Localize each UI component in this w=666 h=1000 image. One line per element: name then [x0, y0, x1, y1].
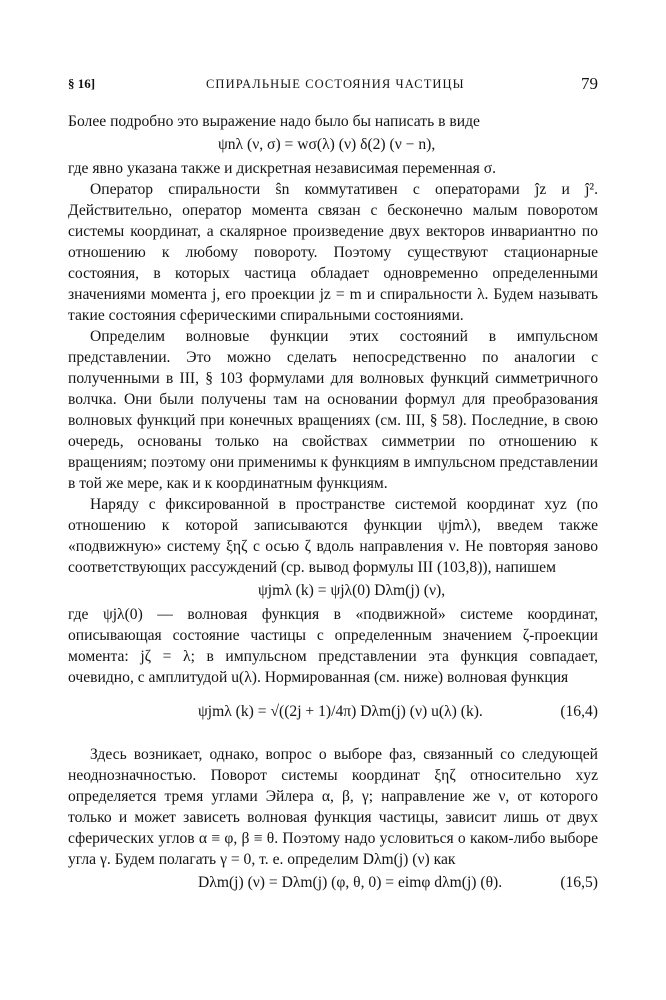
display-formula	[68, 692, 598, 730]
paragraph: Определим волновые функции этих состояний в импульсном представлении. Это можно сделать непосредственно по аналогии с полученными в III, § 103 формулами для волновых функций симметричного волчка. Они были получены там на основании формул для преобразования волновых функций при конечных вращениях (см. III, § 58). Последние, в свою очередь, основаны только на свойствах симметрии по отношению к вращениям; поэтому они применимы к функциям в импульсном представлении в той же мере, как и к координатным функциям.	[68, 328, 598, 492]
formula-expression: Dλm(j) (ν) = Dλm(j) (φ, θ, 0) = eimφ dλm(j) (θ).	[198, 874, 503, 891]
paragraph: Наряду с фиксированной в пространстве системой координат xyz (по отношению к которой записываются функции ψjmλ), введем также «подвижную» систему ξηζ с осью ζ вдоль направления ν. Не повторяя заново соответствующих рассуждений (ср. вывод формулы III (103,8)), напишем	[68, 496, 598, 576]
page-body	[68, 111, 598, 896]
running-title: СПИРАЛЬНЫЕ СОСТОЯНИЯ ЧАСТИЦЫ	[206, 77, 465, 91]
display-formula	[68, 133, 598, 157]
paragraph: Оператор спиральности ŝn коммутативен с операторами ĵz и ĵ². Действительно, оператор момента связан с бесконечно малым поворотом системы координат, а скалярное произведение двух векторов инвариантно по отношению к любому повороту. Поэтому существуют стационарные состояния, в которых частица обладает одновременно определенными значениями момента j, его проекции jz = m и спиральности λ. Будем называть такие состояния сферическими спиральными состояниями.	[68, 181, 598, 324]
page-header	[68, 74, 598, 96]
display-formula	[68, 871, 598, 895]
equation-number: (16,4)	[560, 703, 598, 720]
paragraph: где явно указана также и дискретная независимая переменная σ.	[68, 160, 497, 177]
formula-expression: ψnλ (ν, σ) = wσ(λ) (ν) δ(2) (ν − n),	[218, 136, 436, 153]
paragraph: Более подробно это выражение надо было бы написать в виде	[68, 113, 480, 130]
formula-expression: ψjmλ (k) = ψjλ(0) Dλm(j) (ν),	[258, 582, 446, 599]
section-reference: § 16]	[68, 76, 96, 91]
paragraph: Здесь возникает, однако, вопрос о выборе фаз, связанный со следующей неоднозначностью. Поворот системы координат ξηζ относительно xyz определяется тремя углами Эйлера α, β, γ; направление же ν, от которого только и может зависеть волновая функция частицы, зависит лишь от двух сферических углов α ≡ φ, β ≡ θ. Поэтому надо условиться о каком-либо выборе угла γ. Будем полагать γ = 0, т. е. определим Dλm(j) (ν) как	[68, 746, 598, 868]
page-number: 79	[581, 74, 598, 93]
equation-number: (16,5)	[560, 874, 598, 891]
display-formula	[68, 579, 598, 603]
formula-expression: ψjmλ (k) = √((2j + 1)/4π) Dλm(j) (ν) u(λ) (k).	[198, 703, 483, 720]
paragraph: где ψjλ(0) — волновая функция в «подвижной» системе координат, описывающая состояние частицы с определенным значением ζ-проекции момента: jζ = λ; в импульсном представлении эта функция совпадает, очевидно, с амплитудой u(λ). Нормированная (см. ниже) волновая функция	[68, 606, 598, 686]
